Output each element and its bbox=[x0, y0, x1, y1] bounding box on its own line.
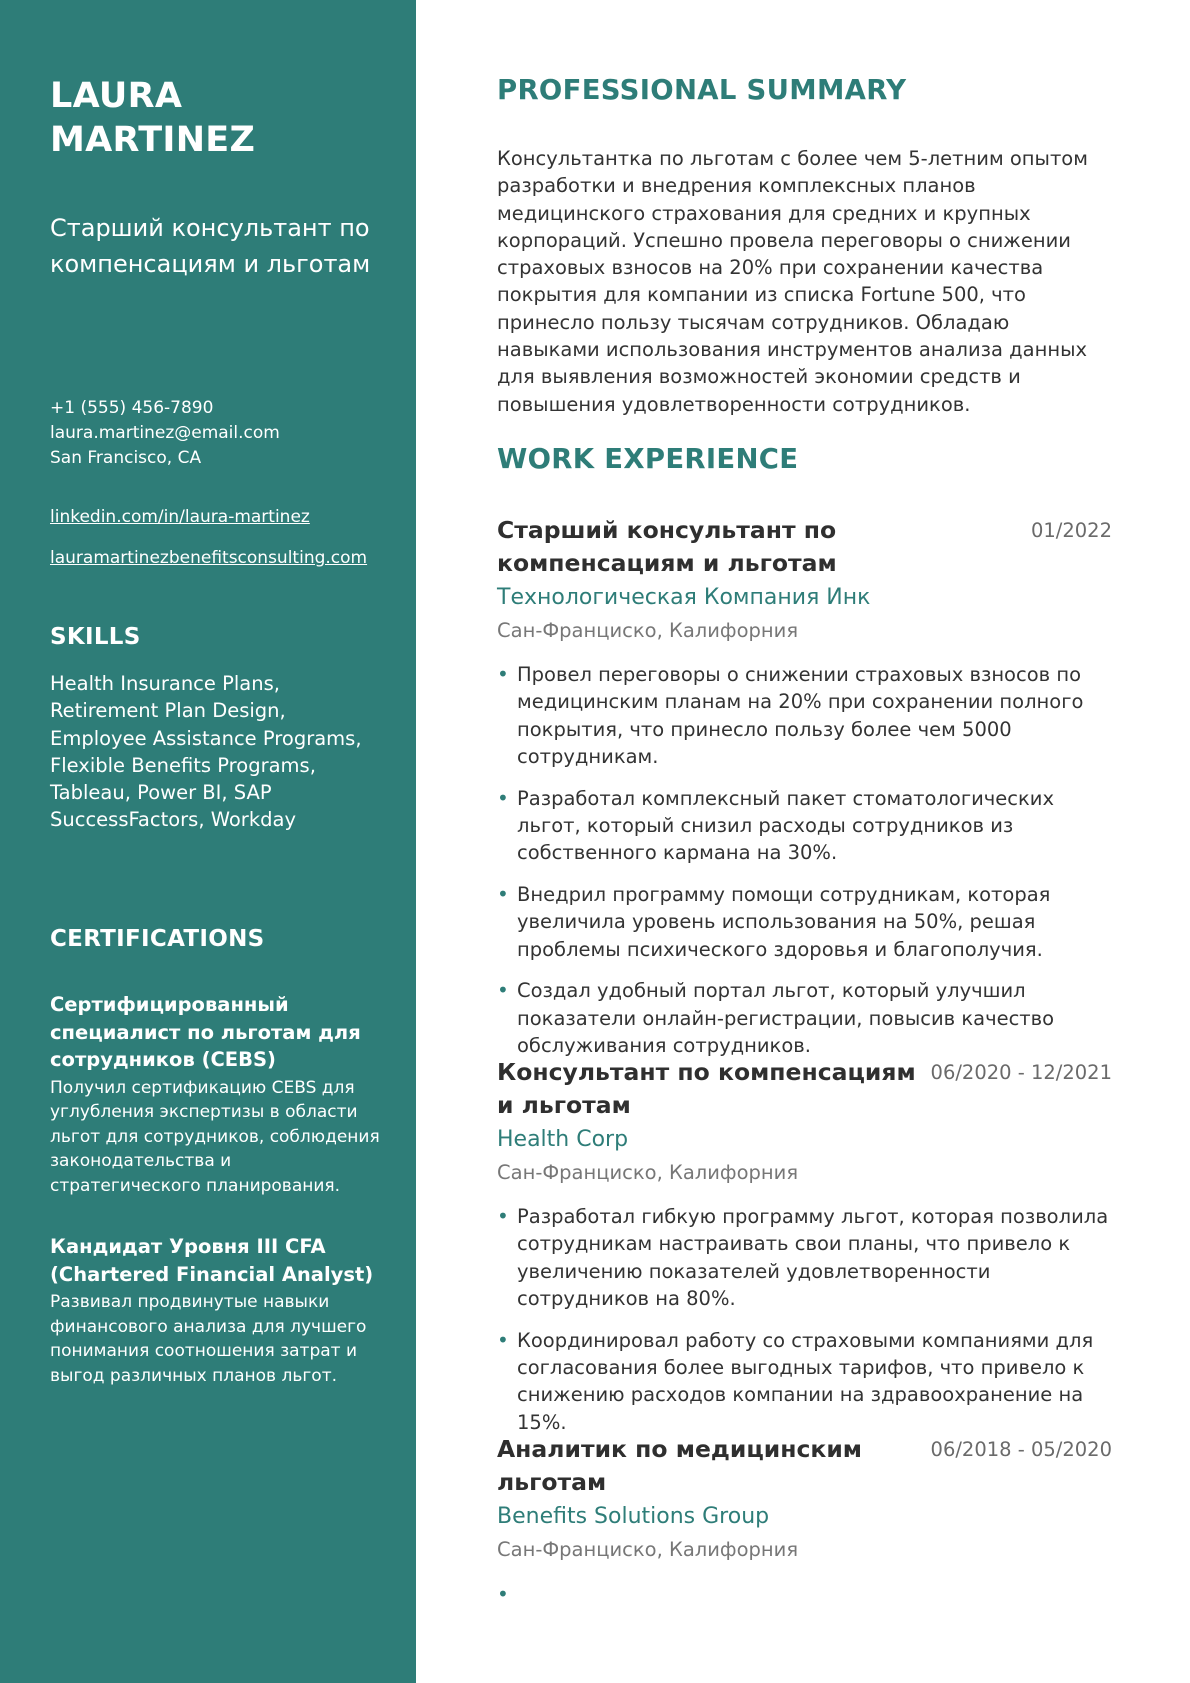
skills-list: Health Insurance Plans, Retirement Plan Design, Employee Assistance Programs, Flexible Benefits Programs, Tableau, Power BI, SAP SuccessFactors, Workday bbox=[50, 672, 362, 832]
bullet-text: Координировал работу со страховыми компаниями для согласования более выгодных тарифов, что привело к снижению расходов компании на здравоохранение на 15%. bbox=[517, 1328, 1094, 1434]
phone-number: +1 (555) 456-7890 bbox=[50, 398, 214, 418]
job-title: Аналитик по медицинским льготам bbox=[497, 1435, 863, 1496]
bullet-icon: • bbox=[497, 978, 509, 1003]
bullet-icon: • bbox=[497, 662, 509, 686]
bullet-icon: • bbox=[497, 1204, 509, 1228]
summary-text: Консультантка по льготам с более чем 5-летним опытом разработки и внедрения комплексных планов медицинского страхования для средних и крупных корпораций. Успешно провела переговоры о снижении страховых взносов на 20% при сохранении качества покрытия для компании из списка Fortune 500, что принесло пользу тысячам сотрудников. Обладаю навыками использования инструментов анализа данных для выявления возможностей экономии средств и повышения удовлетворенности сотрудников. bbox=[497, 147, 1088, 416]
skills-heading: SKILLS bbox=[50, 624, 141, 650]
bullet-text: Разработал гибкую программу льгот, которая позволила сотрудникам настраивать свои планы, что привело к увеличению показателей удовлетворенности сотрудников на 80%. bbox=[517, 1205, 1109, 1310]
bullet-icon: • bbox=[497, 1581, 509, 1606]
job-location: Сан-Франциско, Калифорния bbox=[497, 1538, 799, 1561]
job-date: 06/2018 - 05/2020 bbox=[930, 1438, 1112, 1461]
job-location: Сан-Франциско, Калифорния bbox=[497, 1161, 799, 1184]
job-bullet bbox=[497, 1327, 1112, 1436]
certification-title: Сертифицированный специалист по льготам для сотрудников (CEBS) bbox=[50, 993, 361, 1071]
certification-item bbox=[50, 991, 380, 1198]
job-entry bbox=[497, 1433, 1112, 1606]
job-date: 01/2022 bbox=[1030, 519, 1112, 542]
bullet-text: Создал удобный портал льгот, который улучшил показатели онлайн-регистрации, повысив качество обслуживания сотрудников. bbox=[517, 979, 1055, 1058]
job-bullets bbox=[497, 1203, 1112, 1436]
job-bullet bbox=[497, 785, 1112, 867]
candidate-name: LAURA MARTINEZ bbox=[50, 76, 256, 160]
candidate-title: Старший консультант по компенсациям и льготам bbox=[50, 214, 371, 278]
website-link[interactable]: lauramartinezbenefitsconsulting.com bbox=[50, 548, 368, 568]
job-bullet bbox=[497, 1203, 1112, 1312]
company-name: Health Corp bbox=[497, 1127, 629, 1152]
bullet-icon: • bbox=[497, 1327, 509, 1352]
job-header bbox=[497, 514, 1112, 580]
job-bullet bbox=[497, 661, 1112, 770]
work-experience-heading: WORK EXPERIENCE bbox=[497, 443, 799, 475]
company-name: Benefits Solutions Group bbox=[497, 1504, 770, 1529]
bullet-icon: • bbox=[497, 882, 509, 907]
job-bullet bbox=[497, 977, 1112, 1059]
certification-title: Кандидат Уровня III CFA (Chartered Financial Analyst) bbox=[50, 1235, 374, 1286]
location: San Francisco, CA bbox=[50, 448, 202, 468]
bullet-icon: • bbox=[497, 785, 509, 810]
summary-heading: PROFESSIONAL SUMMARY bbox=[497, 74, 907, 106]
certification-description: Получил сертификацию CEBS для углубления экспертизы в области льгот для сотрудников, соблюдения законодательства и стратегического планирования. bbox=[50, 1077, 380, 1196]
job-entry bbox=[497, 514, 1112, 1074]
job-bullets bbox=[497, 661, 1112, 1059]
job-title: Старший консультант по компенсациям и льготам bbox=[497, 516, 837, 577]
job-entry bbox=[497, 1056, 1112, 1450]
job-title: Консультант по компенсациям и льготам bbox=[497, 1058, 916, 1119]
job-location: Сан-Франциско, Калифорния bbox=[497, 619, 799, 642]
company-name: Технологическая Компания Инк bbox=[497, 585, 871, 610]
bullet-text: Провел переговоры о снижении страховых взносов по медицинским планам на 20% при сохранении полного покрытия, что принесло пользу более чем 5000 сотрудникам. bbox=[517, 663, 1084, 768]
certification-description: Развивал продвинутые навыки финансового анализа для лучшего понимания соотношения затрат и выгод различных планов льгот. bbox=[50, 1292, 367, 1386]
job-bullet bbox=[497, 881, 1112, 963]
bullet-text: Разработал комплексный пакет стоматологических льгот, который снизил расходы сотрудников из собственного кармана на 30%. bbox=[517, 786, 1055, 865]
sidebar bbox=[0, 0, 416, 1683]
job-header bbox=[497, 1433, 1112, 1499]
bullet-text: Внедрил программу помощи сотрудникам, которая увеличила уровень использования на 50%, решая проблемы психического здоровья и благополучия. bbox=[517, 883, 1051, 961]
linkedin-link[interactable]: linkedin.com/in/laura-martinez bbox=[50, 507, 310, 527]
job-date: 06/2020 - 12/2021 bbox=[930, 1061, 1112, 1084]
certifications-heading: CERTIFICATIONS bbox=[50, 926, 265, 952]
certification-item bbox=[50, 1233, 380, 1388]
contact-block bbox=[50, 396, 380, 471]
email-address: laura.martinez@email.com bbox=[50, 423, 280, 443]
job-header bbox=[497, 1056, 1112, 1122]
